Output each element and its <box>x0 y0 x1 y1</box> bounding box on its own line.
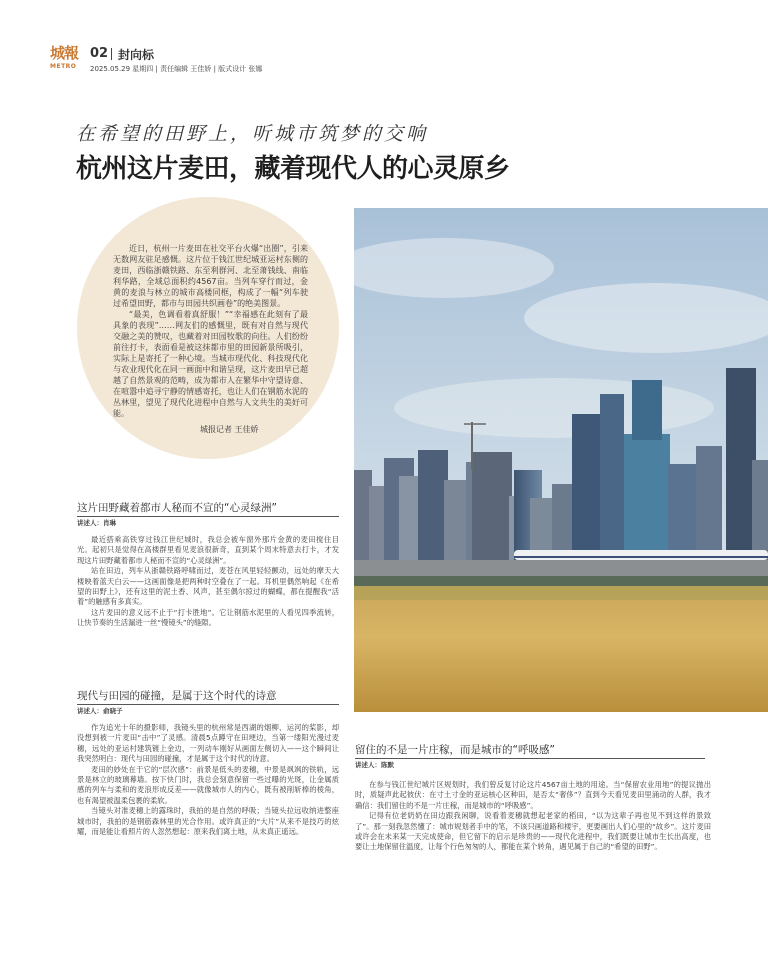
intro-paragraph: “最美，色调看着真舒服！”“幸福感在此刻有了最具象的表现”……网友们的感慨里，既有对自然与现代交融之美的赞叹，也藏着对田园牧歌的向往。人们纷纷前往打卡，表面看是被这抹都市里的田园新景所吸引，实际上是寄托了一种心境。当城市现代化、科技现代化与农业现代化在同一画面中和谐呈现，这片麦田早已超越了自然景观的范畴，成为都市人在繁华中守望诗意、在喧嚣中追寻宁静的情感寄托，也让人们在钢筋水泥的丛林里，望见了现代化进程中自然与人文共生的美好可能。 <box>113 310 308 418</box>
photo-illustration <box>354 208 768 712</box>
section-1-paragraph: 最近搭乘高铁穿过钱江世纪城时，我总会被车窗外那片金黄的麦田搅住目光。起初只是觉得在高楼群里看见麦浪很新奇，直到某个周末特意去打卡，才发现这片田野藏着都市人秘而不宣的“心灵绿洲”。 <box>77 535 339 565</box>
wheat-field-skyline-photo <box>354 208 768 712</box>
intro-byline: 城报记者 王佳娇 <box>200 425 259 434</box>
section-2-author: 讲述人：俞晓子 <box>77 707 123 715</box>
newspaper-logo <box>50 44 84 70</box>
headline-title: 杭州这片麦田，藏着现代人的心灵原乡 <box>76 154 510 184</box>
section-1-title: 这片田野藏着都市人秘而不宣的“心灵绿洲” <box>77 502 277 514</box>
section-3-divider <box>355 758 705 759</box>
section-1-paragraph: 这片麦田的意义远不止于“打卡胜地”。它让钢筋水泥里的人看见四季流转，让快节奏的生活漏进一丝“慢镜头”的缝隙。 <box>77 607 339 628</box>
section-3-body <box>355 780 711 853</box>
issue-meta: 2025.05.29 星期四 | 责任编辑 王佳娇 | 版式设计 张娜 <box>90 65 263 73</box>
logo-subtext: METRO <box>50 63 77 70</box>
section-2-paragraph: 作为追光十年的摄影师，我镜头里的杭州常是西湖的烟柳、运河的桨影，却没想到被一片麦田“击中”了灵感。清晨5点蹲守在田埂边，当第一缕阳光漫过麦穗，远处的亚运村建筑镀上金边，一列动车刚好从画面左侧切入——这个瞬间让我突然明白：现代与田园的碰撞，才是属于这个时代的诗意。 <box>77 723 339 764</box>
section-2-paragraph: 麦田的妙处在于它的“层次感”：前景是低头的麦穗，中景是飒飒的铁轨，远景是林立的玻璃幕墙。按下快门时，我总会刻意保留一些过曝的光斑，让金属质感的列车与柔和的麦浪形成反差——就像城市人的内心，既有被削斩棒的棱角，也有渴望被温柔包裹的柔软。 <box>77 764 339 805</box>
logo-text: 城報 <box>50 44 79 62</box>
section-1-author: 讲述人：肖琳 <box>77 519 116 527</box>
section-3-title: 留住的不是一片庄稼，而是城市的“呼吸感” <box>355 744 555 756</box>
section-3-paragraph: 在参与钱江世纪城片区规划时，我们曾反复讨论这片4567亩土地的用途。当“保留农业用地”的提议抛出时，质疑声此起彼伏：在寸土寸金的亚运核心区种田，是否太“奢侈”？直到今天看见麦田里涌动的人群，我才确信：我们留住的不是一片庄稼，而是城市的“呼吸感”。 <box>355 780 711 810</box>
headline-kicker: 在希望的田野上，听城市筑梦的交响 <box>76 123 429 145</box>
section-2-paragraph: 当镜头对准麦穗上的露珠时，我拍的是自然的呼吸；当镜头拉远收纳进整座城市时，我拍的是钢筋森林里的光合作用。或许真正的“大片”从来不是技巧的炫耀，而是能让看照片的人忽然想起：原来我们离土地，从未真正遥远。 <box>77 806 339 837</box>
page-number: 02 <box>90 46 109 61</box>
intro-paragraph: 近日，杭州一片麦田在社交平台火爆“出圈”，引来无数网友驻足感慨。这片位于钱江世纪城亚运村东侧的麦田，西临浙赣铁路、东至利群河、北至萧钱线、南临利华路，全域总面积约4567亩。当列车穿行而过，金黄的麦浪与林立的城市高楼同框，构成了一幅“列车驶过希望田野，都市与田园共织画卷”的绝美图景。 <box>113 244 308 308</box>
section-name: 封向标 <box>118 48 155 62</box>
section-1-paragraph: 站在田边，列车从浙赣铁路呼啸而过，麦苍在风里轻轻颤动，远处的摩天大楼映着蓝天白云——这画面像是把两种时空叠在了一起。耳机里偶然响起《在希望的田野上》，还有这里的泥土香、风声，甚至偶尔掠过的蝴蝶，都在提醒我“活着”的触感有多真实。 <box>77 566 339 607</box>
section-2-body <box>77 723 339 837</box>
section-2-title: 现代与田园的碰撞，是属于这个时代的诗意 <box>77 690 277 702</box>
section-3-author: 讲述人：陈默 <box>355 761 394 769</box>
section-3-paragraph: 记得有位老奶奶在田边跟我闲聊，说看着麦穗就想起老家的稻田，“以为这辈子再也见不到这样的景致了”。那一刻我忽然懂了：城市规划者手中的笔，不该只画道路和楼宇，更要画出人们心里的“故乡”。这片麦田或许会在未来某一天完成使命，但它留下的启示是珍贵的——现代化进程中，我们既要让城市生长出高度，也要让土地保留住温度，让每个行色匆匆的人，都能在某个转角，遇见属于自己的“希望的田野”。 <box>355 811 711 852</box>
section-2-divider <box>77 704 339 705</box>
masthead-divider <box>111 48 112 60</box>
section-1-body <box>77 535 339 629</box>
intro-text <box>113 243 308 419</box>
section-1-divider <box>77 516 339 517</box>
